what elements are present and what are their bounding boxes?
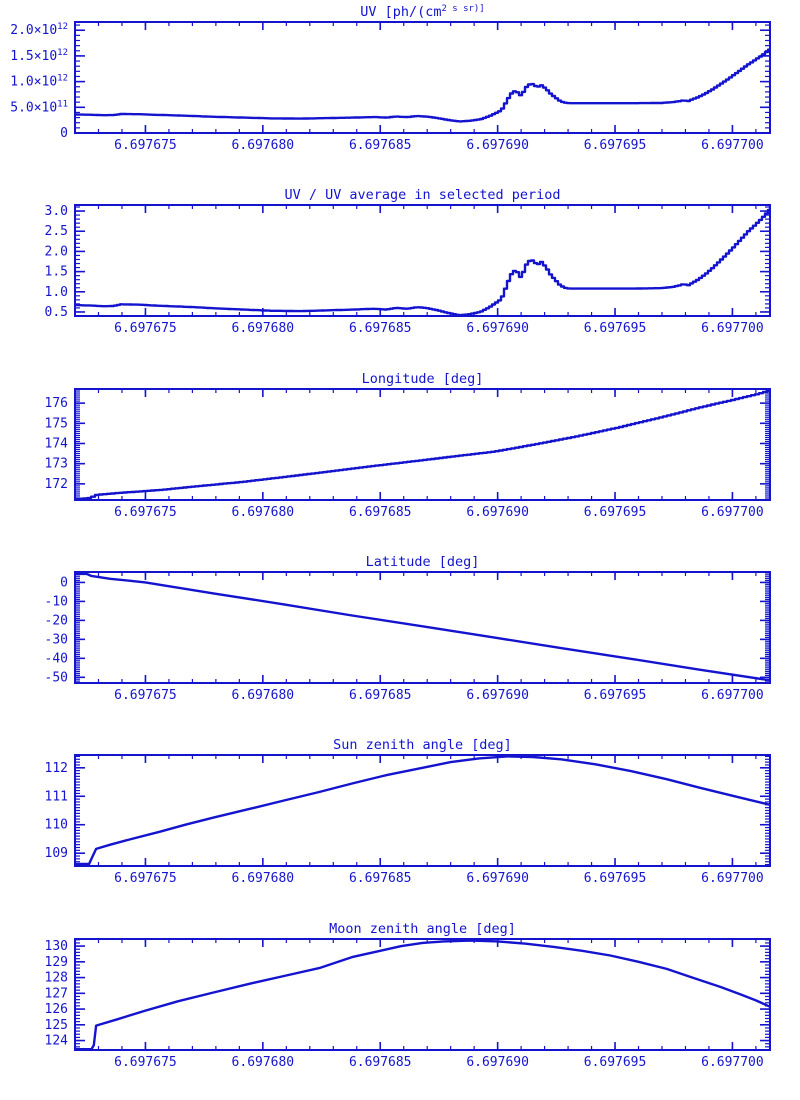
y-axis-tick-label: 0 [60, 125, 69, 141]
latitude-deg-data-line [75, 574, 770, 680]
y-axis-tick-label: $1.0\times 10^{12}$ [10, 73, 69, 90]
y-axis-tick-label: 124 [44, 1033, 69, 1049]
x-axis-tick-label: 6.697685 [348, 687, 412, 703]
x-axis-tick-label: 6.697685 [348, 137, 412, 153]
y-axis-tick-label: 175 [44, 415, 69, 431]
x-axis-tick-label: 6.697695 [583, 687, 647, 703]
x-axis-tick-label: 6.697700 [701, 504, 764, 520]
y-axis-tick-label: 176 [44, 395, 69, 411]
x-axis-tick-label: 6.697685 [348, 504, 412, 520]
x-axis-tick-label: 6.697675 [114, 137, 177, 153]
chart-sun-zenith [0, 733, 800, 916]
y-axis-tick-label: 112 [44, 761, 69, 777]
sun-zenith-plot-canvas [0, 733, 800, 916]
x-axis-tick-label: 6.697675 [114, 504, 177, 520]
y-axis-tick-label: $1.5\times 10^{12}$ [10, 47, 69, 64]
longitude-plot-canvas [0, 367, 800, 550]
x-axis-tick-label: 6.697690 [466, 687, 529, 703]
x-axis-tick-label: 6.697695 [583, 504, 647, 520]
y-axis-tick-label: -10 [44, 594, 69, 610]
y-axis-tick-label: 128 [44, 970, 69, 986]
x-axis-tick-label: 6.697680 [231, 871, 295, 887]
y-axis-tick-label: 3.0 [44, 204, 69, 220]
x-axis-tick-label: 6.697700 [701, 321, 764, 337]
y-axis-tick-label: 126 [44, 1001, 69, 1017]
longitude-deg-data-line [75, 390, 770, 499]
y-axis-tick-label: -20 [44, 613, 69, 629]
y-axis-tick-label: 111 [44, 789, 69, 805]
plot-box [75, 205, 770, 316]
x-axis-tick-label: 6.697690 [466, 137, 529, 153]
chart-uv-ratio [0, 183, 800, 366]
chart-title: Latitude [deg] [365, 553, 480, 570]
y-axis-tick-label: $5.0\times 10^{11}$ [10, 99, 69, 116]
x-axis-tick-label: 6.697695 [583, 871, 647, 887]
y-axis-tick-label: 2.5 [44, 224, 69, 240]
y-axis-tick-label: 1.0 [44, 285, 69, 301]
chart-title: Longitude [deg] [361, 370, 484, 387]
x-axis-tick-label: 6.697685 [348, 1054, 412, 1070]
x-axis-tick-label: 6.697700 [701, 687, 764, 703]
y-axis-tick-label: 109 [44, 846, 69, 862]
moon-zenith-plot-canvas [0, 917, 800, 1100]
moon-zenith-deg-data-line [75, 940, 770, 1049]
y-axis-tick-label: 110 [44, 818, 69, 834]
chart-latitude [0, 550, 800, 733]
uv-ratio-plot-canvas [0, 183, 800, 366]
x-axis-tick-label: 6.697680 [231, 321, 295, 337]
y-axis-tick-label: 173 [44, 456, 69, 472]
chart-title: Sun zenith angle [deg] [333, 737, 512, 754]
plot-box [75, 939, 770, 1050]
y-axis-tick-label: -50 [44, 670, 69, 686]
plot-box [75, 389, 770, 500]
y-axis-tick-label: 125 [44, 1017, 69, 1033]
x-axis-tick-label: 6.697675 [114, 687, 177, 703]
x-axis-tick-label: 6.697690 [466, 321, 529, 337]
x-axis-tick-label: 6.697685 [348, 871, 412, 887]
x-axis-tick-label: 6.697680 [231, 137, 295, 153]
x-axis-tick-label: 6.697690 [466, 504, 529, 520]
x-axis-tick-label: 6.697685 [348, 321, 412, 337]
y-axis-tick-label: 0.5 [44, 305, 69, 321]
y-axis-tick-label: $2.0\times 10^{12}$ [10, 22, 69, 39]
y-axis-tick-label: 130 [44, 938, 69, 954]
latitude-plot-canvas [0, 550, 800, 733]
y-axis-tick-label: 129 [44, 954, 69, 970]
x-axis-tick-label: 6.697675 [114, 321, 177, 337]
y-axis-tick-label: 0 [60, 575, 69, 591]
y-axis-tick-label: -30 [44, 632, 69, 648]
x-axis-tick-label: 6.697680 [231, 1054, 295, 1070]
x-axis-tick-label: 6.697695 [583, 137, 647, 153]
x-axis-tick-label: 6.697700 [701, 137, 764, 153]
chart-title: Moon zenith angle [deg] [329, 920, 516, 937]
y-axis-tick-label: 172 [44, 476, 69, 492]
y-axis-tick-label: 174 [44, 436, 69, 452]
y-axis-tick-label: 1.5 [44, 264, 69, 280]
chart-uv [0, 0, 800, 183]
x-axis-tick-label: 6.697690 [466, 1054, 529, 1070]
sun-zenith-deg-data-line [75, 757, 770, 865]
uv-plot-canvas [0, 0, 800, 183]
x-axis-tick-label: 6.697690 [466, 871, 529, 887]
x-axis-tick-label: 6.697700 [701, 871, 764, 887]
x-axis-tick-label: 6.697675 [114, 871, 177, 887]
x-axis-tick-label: 6.697695 [583, 321, 647, 337]
y-axis-tick-label: 2.0 [44, 244, 69, 260]
x-axis-tick-label: 6.697675 [114, 1054, 177, 1070]
uv-radiance-data-line [75, 48, 770, 121]
chart-title: UV [$ph/(cm^{2 s sr)]}$ [360, 3, 485, 20]
x-axis-tick-label: 6.697680 [231, 504, 295, 520]
chart-moon-zenith [0, 917, 800, 1100]
x-axis-tick-label: 6.697700 [701, 1054, 764, 1070]
y-axis-tick-label: -40 [44, 651, 69, 667]
plot-box [75, 755, 770, 866]
x-axis-tick-label: 6.697680 [231, 687, 295, 703]
y-axis-tick-label: 127 [44, 985, 69, 1001]
chart-longitude [0, 367, 800, 550]
chart-title: UV / UV average in selected period [284, 187, 561, 204]
uv-over-average-data-line [75, 208, 770, 315]
x-axis-tick-label: 6.697695 [583, 1054, 647, 1070]
